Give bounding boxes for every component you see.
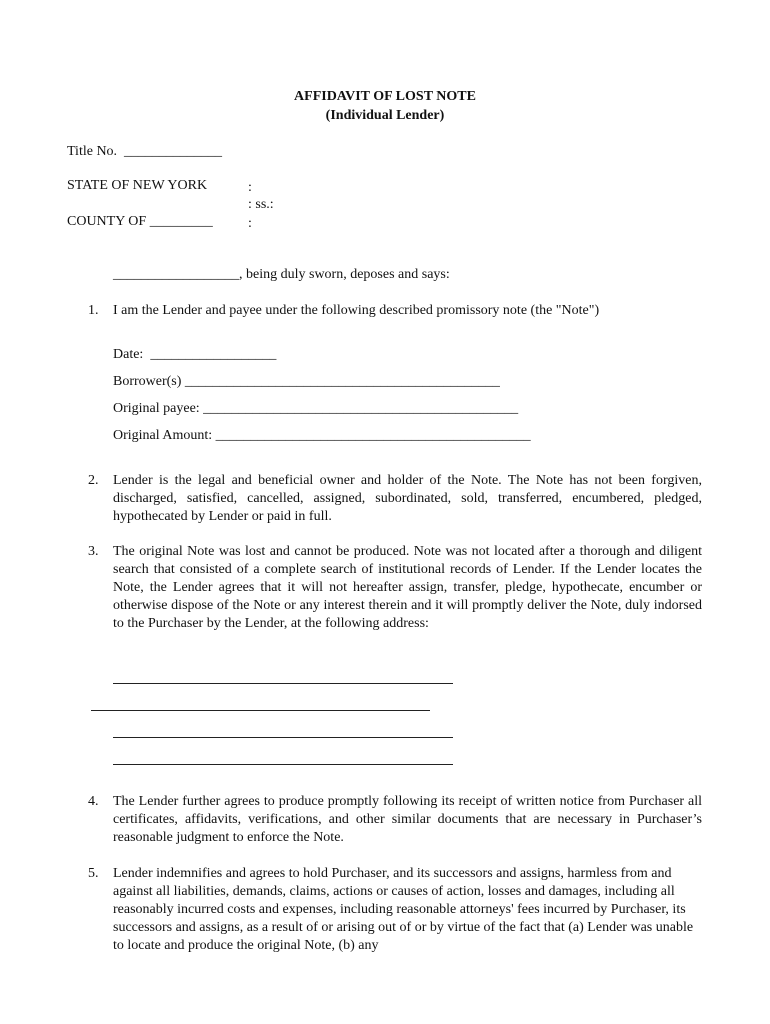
paragraph-number: 2. (88, 473, 99, 488)
state-colon: : (248, 180, 252, 195)
paragraph-text: The original Note was lost and cannot be produced. Note was not located after a thorough and diligent search that consisted of a complete search of institutional records of Lender. If the Lender locates the Note, the Lender agrees that it will not hereafter assign, transfer, pledge, hypothecate, encumber or otherwise dispose of the Note or any interest therein and it will promptly deliver the Note, duly indorsed to the Purchaser by the Lender, at the following address: (113, 544, 702, 631)
paragraph-2 (88, 472, 702, 526)
address-line-3 (113, 737, 453, 738)
borrowers-field: Borrower(s) _____________________________________________ (113, 374, 500, 389)
paragraph-number: 1. (88, 303, 99, 318)
original-amount-field: Original Amount: _____________________________________________ (113, 428, 531, 443)
paragraph-text: The Lender further agrees to produce promptly following its receipt of written notice from Purchaser all certificates, affidavits, verifications, and other similar documents that are necessary in Purchaser’s reasonable judgment to enforce the Note. (113, 794, 702, 845)
original-payee-field: Original payee: _____________________________________________ (113, 401, 519, 416)
paragraph-text: Lender is the legal and beneficial owner and holder of the Note. The Note has not been forgiven, discharged, satisfied, cancelled, assigned, subordinated, sold, transferred, encumbered, pledged, hypothecated by Lender or paid in full. (113, 473, 702, 524)
paragraph-number: 4. (88, 794, 99, 809)
address-line-2 (91, 710, 430, 711)
paragraph-number: 5. (88, 866, 99, 881)
paragraph-text: I am the Lender and payee under the following described promissory note (the "Note") (113, 303, 600, 318)
date-field: Date: __________________ (113, 347, 277, 362)
paragraph-text: Lender indemnifies and agrees to hold Purchaser, and its successors and assigns, harmless from and against all liabilities, demands, claims, actions or causes of action, losses and damages, including all reasonably incurred costs and expenses, including reasonable attorneys' fees incurred by Purchaser, its successors and assigns, as a result of or arising out of or by virtue of the fact that (a) Lender was unable to locate and produce the original Note, (b) any (113, 866, 694, 953)
ss-label: : ss.: (248, 197, 274, 212)
county-label: COUNTY OF _________ (67, 214, 213, 229)
paragraph-3 (88, 543, 702, 633)
title-number-field: Title No. ______________ (67, 144, 223, 159)
paragraph-5 (88, 865, 702, 955)
state-label: STATE OF NEW YORK (67, 178, 208, 193)
document-subtitle: (Individual Lender) (325, 108, 445, 123)
address-line-1 (113, 683, 453, 684)
paragraph-number: 3. (88, 544, 99, 559)
paragraph-4 (88, 793, 702, 847)
address-line-4 (113, 764, 453, 765)
deponent-line: __________________, being duly sworn, deposes and says: (113, 267, 450, 282)
document-title: AFFIDAVIT OF LOST NOTE (294, 89, 476, 104)
county-colon: : (248, 216, 252, 231)
paragraph-1 (88, 302, 702, 320)
